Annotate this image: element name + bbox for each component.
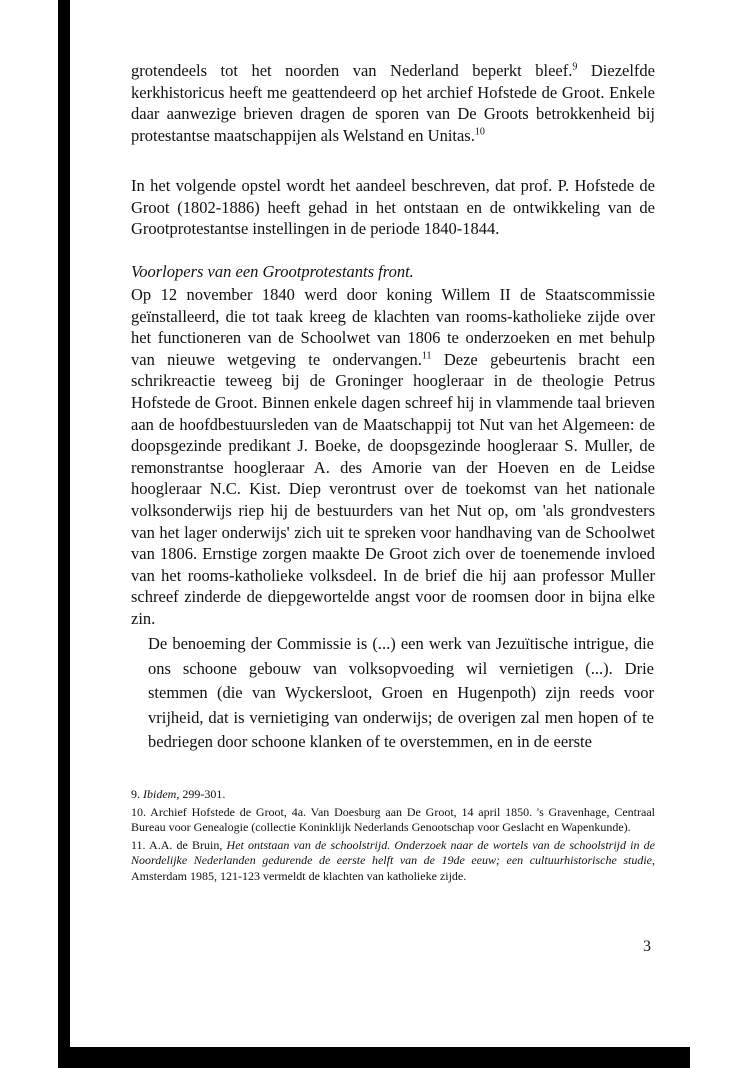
scan-edge-left <box>58 0 70 1068</box>
paragraph-2: In het volgende opstel wordt het aandeel beschreven, dat prof. P. Hofstede de Groot (1802-1886) heeft gehad in het ontstaan en de ontwikkeling van de Grootprotestantse instellingen in de periode 1840-1844. <box>131 176 655 239</box>
paragraph-1 <box>131 60 655 146</box>
paragraph-3-text-cont: Deze gebeurtenis bracht een schrikreactie teweeg bij de Groninger hoogleraar in de theologie Petrus Hofstede de Groot. Binnen enkele dagen schreef hij in vlammende taal brieven aan de hoofdbestuursleden van de Maatschappij tot Nut van het Algemeen: de doopsgezinde predikant J. Boeke, de doopsgezinde hoogleraar S. Muller, de remonstrantse hoogleraar A. des Amorie van der Hoeven en de Leidse hoogleraar N.C. Kist. Diep verontrust over de toekomst van het nationale volksonderwijs riep hij de bestuurders van het Nut op, om 'als grondvesters van het lager onderwijs' zich uit te spreken voor handhaving van de Schoolwet van 1806. Ernstige zorgen maakte De Groot zich over de toenemende invloed van het rooms-katholieke volksdeel. In de brief die hij aan professor Muller schreef zinderde de diepgewortelde angst voor de roomsen door in bijna elke zin. <box>131 349 655 628</box>
footnote-11-text: , Amsterdam 1985, 121-123 vermeldt de klachten van katholieke zijde. <box>131 853 655 883</box>
footnote-9 <box>131 787 655 803</box>
footnote-9-number: 9. <box>131 787 143 801</box>
footnote-ref-11: 11 <box>421 350 432 362</box>
footnote-11-prefix: 11. A.A. de Bruin, <box>131 837 227 852</box>
page-number: 3 <box>643 938 651 955</box>
footnote-ref-10: 10 <box>474 126 485 138</box>
footnote-9-italic: Ibidem <box>143 787 177 801</box>
section-heading: Voorlopers van een Grootprotestants front. <box>131 262 414 281</box>
paragraph-1-text: grotendeels tot het noorden van Nederland beperkt bleef. <box>131 61 573 80</box>
block-quote: De benoeming der Commissie is (...) een werk van Jezuïtische intrigue, die ons schoone gebouw van volksopvoeding wil vernietigen (...). Drie stemmen (die van Wyckersloot, Groen en Hugenpoth) zijn reeds voor vrijheid, dat is vernietiging van onderwijs; de overigen zal men hopen of te bedriegen door schoone klanken of te overstemmen, en in de eerste <box>148 634 654 752</box>
footnote-ref-9: 9 <box>572 61 578 73</box>
scan-edge-bottom <box>58 1047 690 1068</box>
footnotes <box>131 787 655 887</box>
paragraph-3-text: Op 12 november 1840 werd door koning Willem II de Staatscommissie geïnstalleerd, die tot taak kreeg de klachten van rooms-katholieke zijde over het functioneren van de Schoolwet van 1806 te onderzoeken en met behulp van nieuwe wetgeving te ondervangen. <box>131 285 655 369</box>
paragraph-1-text-cont: Diezelfde kerkhistoricus heeft me geattendeerd op het archief Hofstede de Groot. Enkele daar aanwezige brieven dragen de sporen van De Groots betrokkenheid bij protestantse maatschappijen als Welstand en Unitas. <box>131 61 655 145</box>
footnote-11-title: Het ontstaan van de schoolstrijd. Onderzoek naar de wortels van de schoolstrijd in de Noordelijke Nederlanden gedurende de eerste helft van de 19de eeuw; een cultuurhistorische studie <box>131 837 655 868</box>
footnote-10: 10. Archief Hofstede de Groot, 4a. Van Doesburg aan De Groot, 14 april 1850. 's Gravenhage, Centraal Bureau voor Genealogie (collectie Koninklijk Nederlands Genootschap voor Geslacht en Wapenkunde). <box>131 804 655 835</box>
footnote-9-text: , 299-301. <box>176 787 226 801</box>
paragraph-3 <box>131 284 655 630</box>
footnote-11 <box>131 838 655 885</box>
